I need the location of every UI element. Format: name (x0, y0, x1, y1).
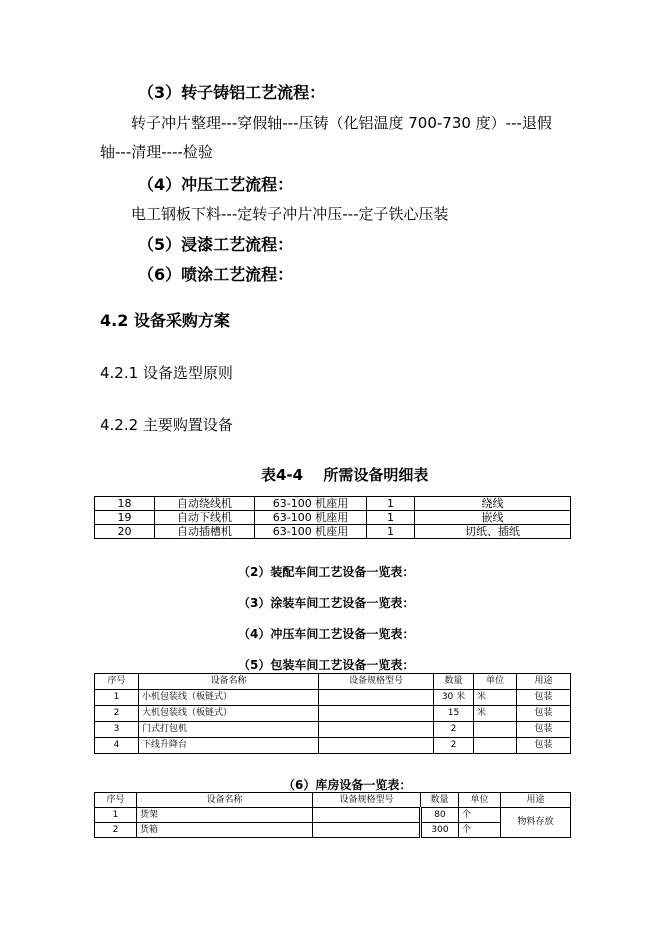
cell-use: 包装 (517, 722, 571, 738)
cell-qty: 1 (367, 497, 415, 511)
list-3-title: （3）涂装车间工艺设备一览表： (238, 596, 415, 610)
cell-use: 嵌线 (415, 511, 571, 525)
cell-model (319, 738, 434, 754)
cell-model: 63-100 机座用 (255, 525, 367, 539)
cell-qty: 1 (367, 511, 415, 525)
cell-qty: 300 (421, 823, 459, 838)
cell-qty: 80 (421, 808, 459, 823)
header-qty: 数量 (434, 674, 474, 690)
cell-name: 自动下线机 (155, 511, 255, 525)
section-3-title: （3）转子铸铝工艺流程： (138, 83, 326, 102)
section-3-text-line2: 轴---清理----检验 (100, 143, 213, 161)
cell-name: 门式打包机 (139, 722, 319, 738)
table-row (95, 497, 571, 511)
table-row (95, 511, 571, 525)
list-2-title: （2）装配车间工艺设备一览表： (238, 565, 415, 579)
cell-no: 18 (95, 497, 155, 511)
header-qty: 数量 (421, 793, 459, 808)
cell-use: 切纸、插纸 (415, 525, 571, 539)
section-4-title: （4）冲压工艺流程： (138, 175, 294, 194)
cell-model (313, 808, 421, 823)
cell-no: 2 (95, 706, 139, 722)
cell-name: 大机包装线（板链式） (139, 706, 319, 722)
header-model: 设备规格型号 (319, 674, 434, 690)
header-model: 设备规格型号 (313, 793, 421, 808)
header-name: 设备名称 (139, 674, 319, 690)
cell-model: 63-100 机座用 (255, 511, 367, 525)
section-4-text: 电工钢板下料---定转子冲片冲压---定子铁心压装 (131, 205, 449, 223)
cell-qty: 1 (367, 525, 415, 539)
cell-qty: 15 (434, 706, 474, 722)
table-header-row (95, 674, 571, 690)
list-4-title: （4）冲压车间工艺设备一览表： (238, 627, 415, 641)
table-row (95, 690, 571, 706)
cell-use: 包装 (517, 738, 571, 754)
heading-4-2: 4.2 设备采购方案 (100, 311, 230, 330)
table-row (95, 706, 571, 722)
cell-no: 1 (95, 690, 139, 706)
cell-unit: 米 (474, 706, 517, 722)
table-header-row (95, 793, 571, 808)
header-no: 序号 (95, 674, 139, 690)
section-5-title: （5）浸漆工艺流程： (138, 235, 294, 254)
cell-use-merged: 物料存放 (501, 808, 571, 838)
cell-use: 包装 (517, 706, 571, 722)
list-5-title: （5）包装车间工艺设备一览表： (238, 658, 415, 672)
section-3-text-line1: 转子冲片整理---穿假轴---压铸（化铝温度 700-730 度）---退假 (131, 114, 552, 132)
cell-use: 绕线 (415, 497, 571, 511)
header-unit: 单位 (459, 793, 501, 808)
table-row (95, 808, 571, 823)
cell-unit: 个 (459, 808, 501, 823)
cell-model (313, 823, 421, 838)
equipment-table (94, 496, 571, 539)
table-row (95, 525, 571, 539)
packing-equipment-table (94, 673, 571, 754)
cell-unit: 米 (474, 690, 517, 706)
header-use: 用途 (517, 674, 571, 690)
cell-model (319, 722, 434, 738)
cell-unit (474, 738, 517, 754)
cell-name: 小机包装线（板链式） (139, 690, 319, 706)
cell-use: 包装 (517, 690, 571, 706)
cell-unit: 个 (459, 823, 501, 838)
cell-no: 4 (95, 738, 139, 754)
table-4-4-caption: 表4-4 所需设备明细表 (261, 466, 429, 484)
cell-name: 下线升降台 (139, 738, 319, 754)
section-6-title: （6）喷涂工艺流程： (138, 265, 294, 284)
cell-qty: 2 (434, 738, 474, 754)
cell-name: 自动插槽机 (155, 525, 255, 539)
cell-qty: 2 (434, 722, 474, 738)
cell-name: 货箱 (137, 823, 313, 838)
header-no: 序号 (95, 793, 137, 808)
table-row (95, 722, 571, 738)
heading-4-2-1: 4.2.1 设备选型原则 (100, 364, 233, 382)
cell-name: 自动绕线机 (155, 497, 255, 511)
cell-no: 19 (95, 511, 155, 525)
cell-model (319, 706, 434, 722)
table-row (95, 738, 571, 754)
list-6-title: （6）库房设备一览表： (283, 778, 412, 792)
cell-no: 20 (95, 525, 155, 539)
cell-no: 3 (95, 722, 139, 738)
cell-no: 1 (95, 808, 137, 823)
storage-equipment-table (94, 792, 571, 838)
cell-no: 2 (95, 823, 137, 838)
header-name: 设备名称 (137, 793, 313, 808)
table-row (95, 823, 571, 838)
cell-model: 63-100 机座用 (255, 497, 367, 511)
cell-qty: 30 米 (434, 690, 474, 706)
header-unit: 单位 (474, 674, 517, 690)
header-use: 用途 (501, 793, 571, 808)
cell-unit (474, 722, 517, 738)
cell-model (319, 690, 434, 706)
cell-name: 货架 (137, 808, 313, 823)
heading-4-2-2: 4.2.2 主要购置设备 (100, 416, 233, 434)
